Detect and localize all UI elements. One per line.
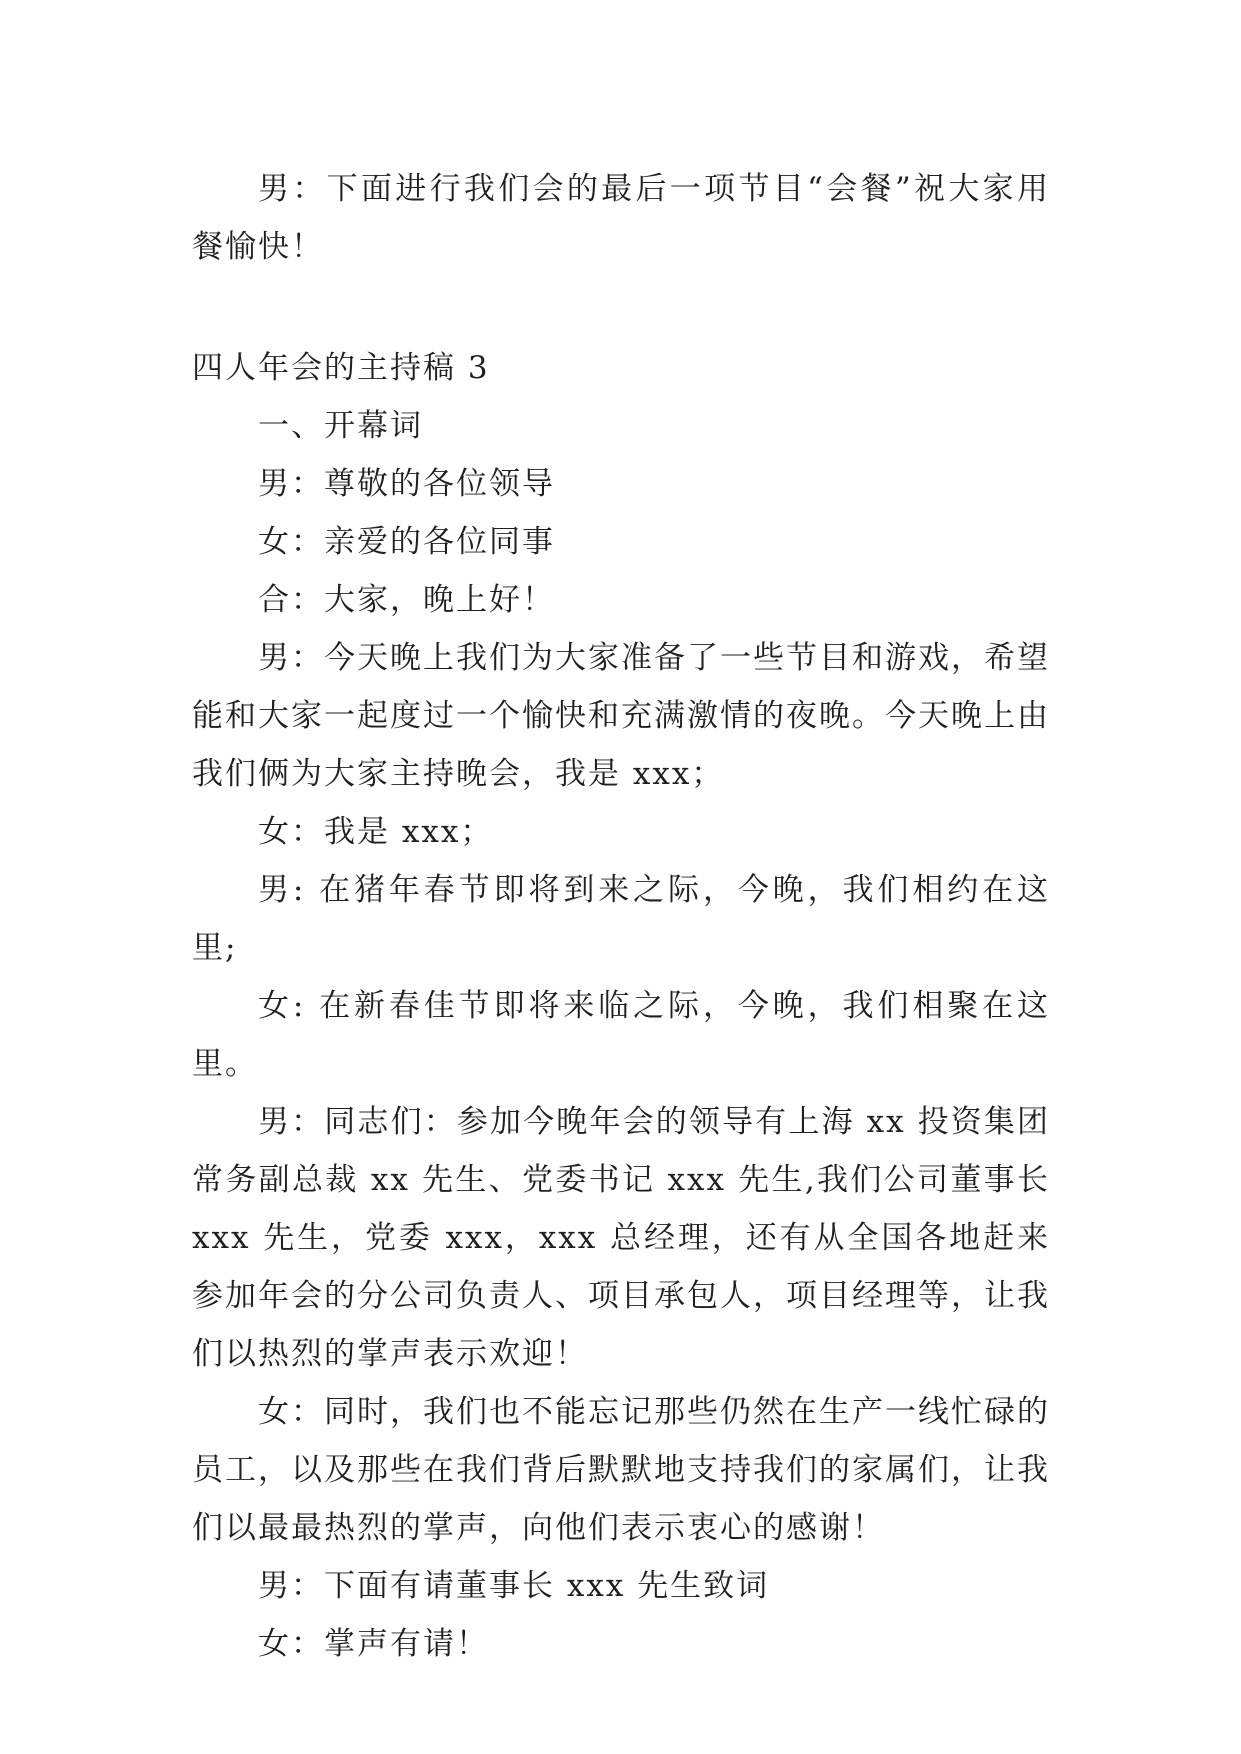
paragraph-line: 女: 在新春佳节即将来临之际，今晚，我们相聚在这里。 bbox=[192, 988, 1050, 1082]
paragraph-line: 男：同志们：参加今晚年会的领导有上海 xx 投资集团常务副总裁 xx 先生、党委书记 xxx 先生,我们公司董事长 xxx 先生，党委 xxx，xxx 总经理，还有从全国各地赶来参加年会的分公司负责人、项目承包人，项目经理等，让我们以热烈的掌声表示欢迎！ bbox=[192, 1104, 1050, 1372]
paragraph-line: 男：下面有请董事长 xxx 先生致词 bbox=[258, 1568, 770, 1604]
paragraph-line: 女：亲爱的各位同事 bbox=[258, 524, 555, 560]
paragraph-closing-dinner: 男：下面进行我们会的最后一项节目“会餐”祝大家用餐愉快！ bbox=[192, 171, 1050, 265]
paragraph-line: 男: 在猪年春节即将到来之际，今晚，我们相约在这里; bbox=[192, 872, 1050, 966]
subsection-heading: 一、开幕词 bbox=[258, 408, 423, 444]
paragraph-line: 女：掌声有请！ bbox=[258, 1626, 489, 1662]
paragraph-line: 男：尊敬的各位领导 bbox=[258, 466, 555, 502]
paragraph-line: 女：我是 xxx； bbox=[258, 814, 494, 850]
section-title: 四人年会的主持稿 3 bbox=[192, 350, 490, 386]
paragraph-line: 合：大家，晚上好！ bbox=[258, 582, 555, 618]
paragraph-line: 男：今天晚上我们为大家准备了一些节目和游戏，希望能和大家一起度过一个愉快和充满激情的夜晚。今天晚上由我们俩为大家主持晚会，我是 xxx； bbox=[192, 640, 1050, 792]
document-body bbox=[192, 160, 1050, 1673]
paragraph-line: 女：同时，我们也不能忘记那些仍然在生产一线忙碌的员工，以及那些在我们背后默默地支持我们的家属们，让我们以最最热烈的掌声，向他们表示衷心的感谢！ bbox=[192, 1394, 1050, 1546]
